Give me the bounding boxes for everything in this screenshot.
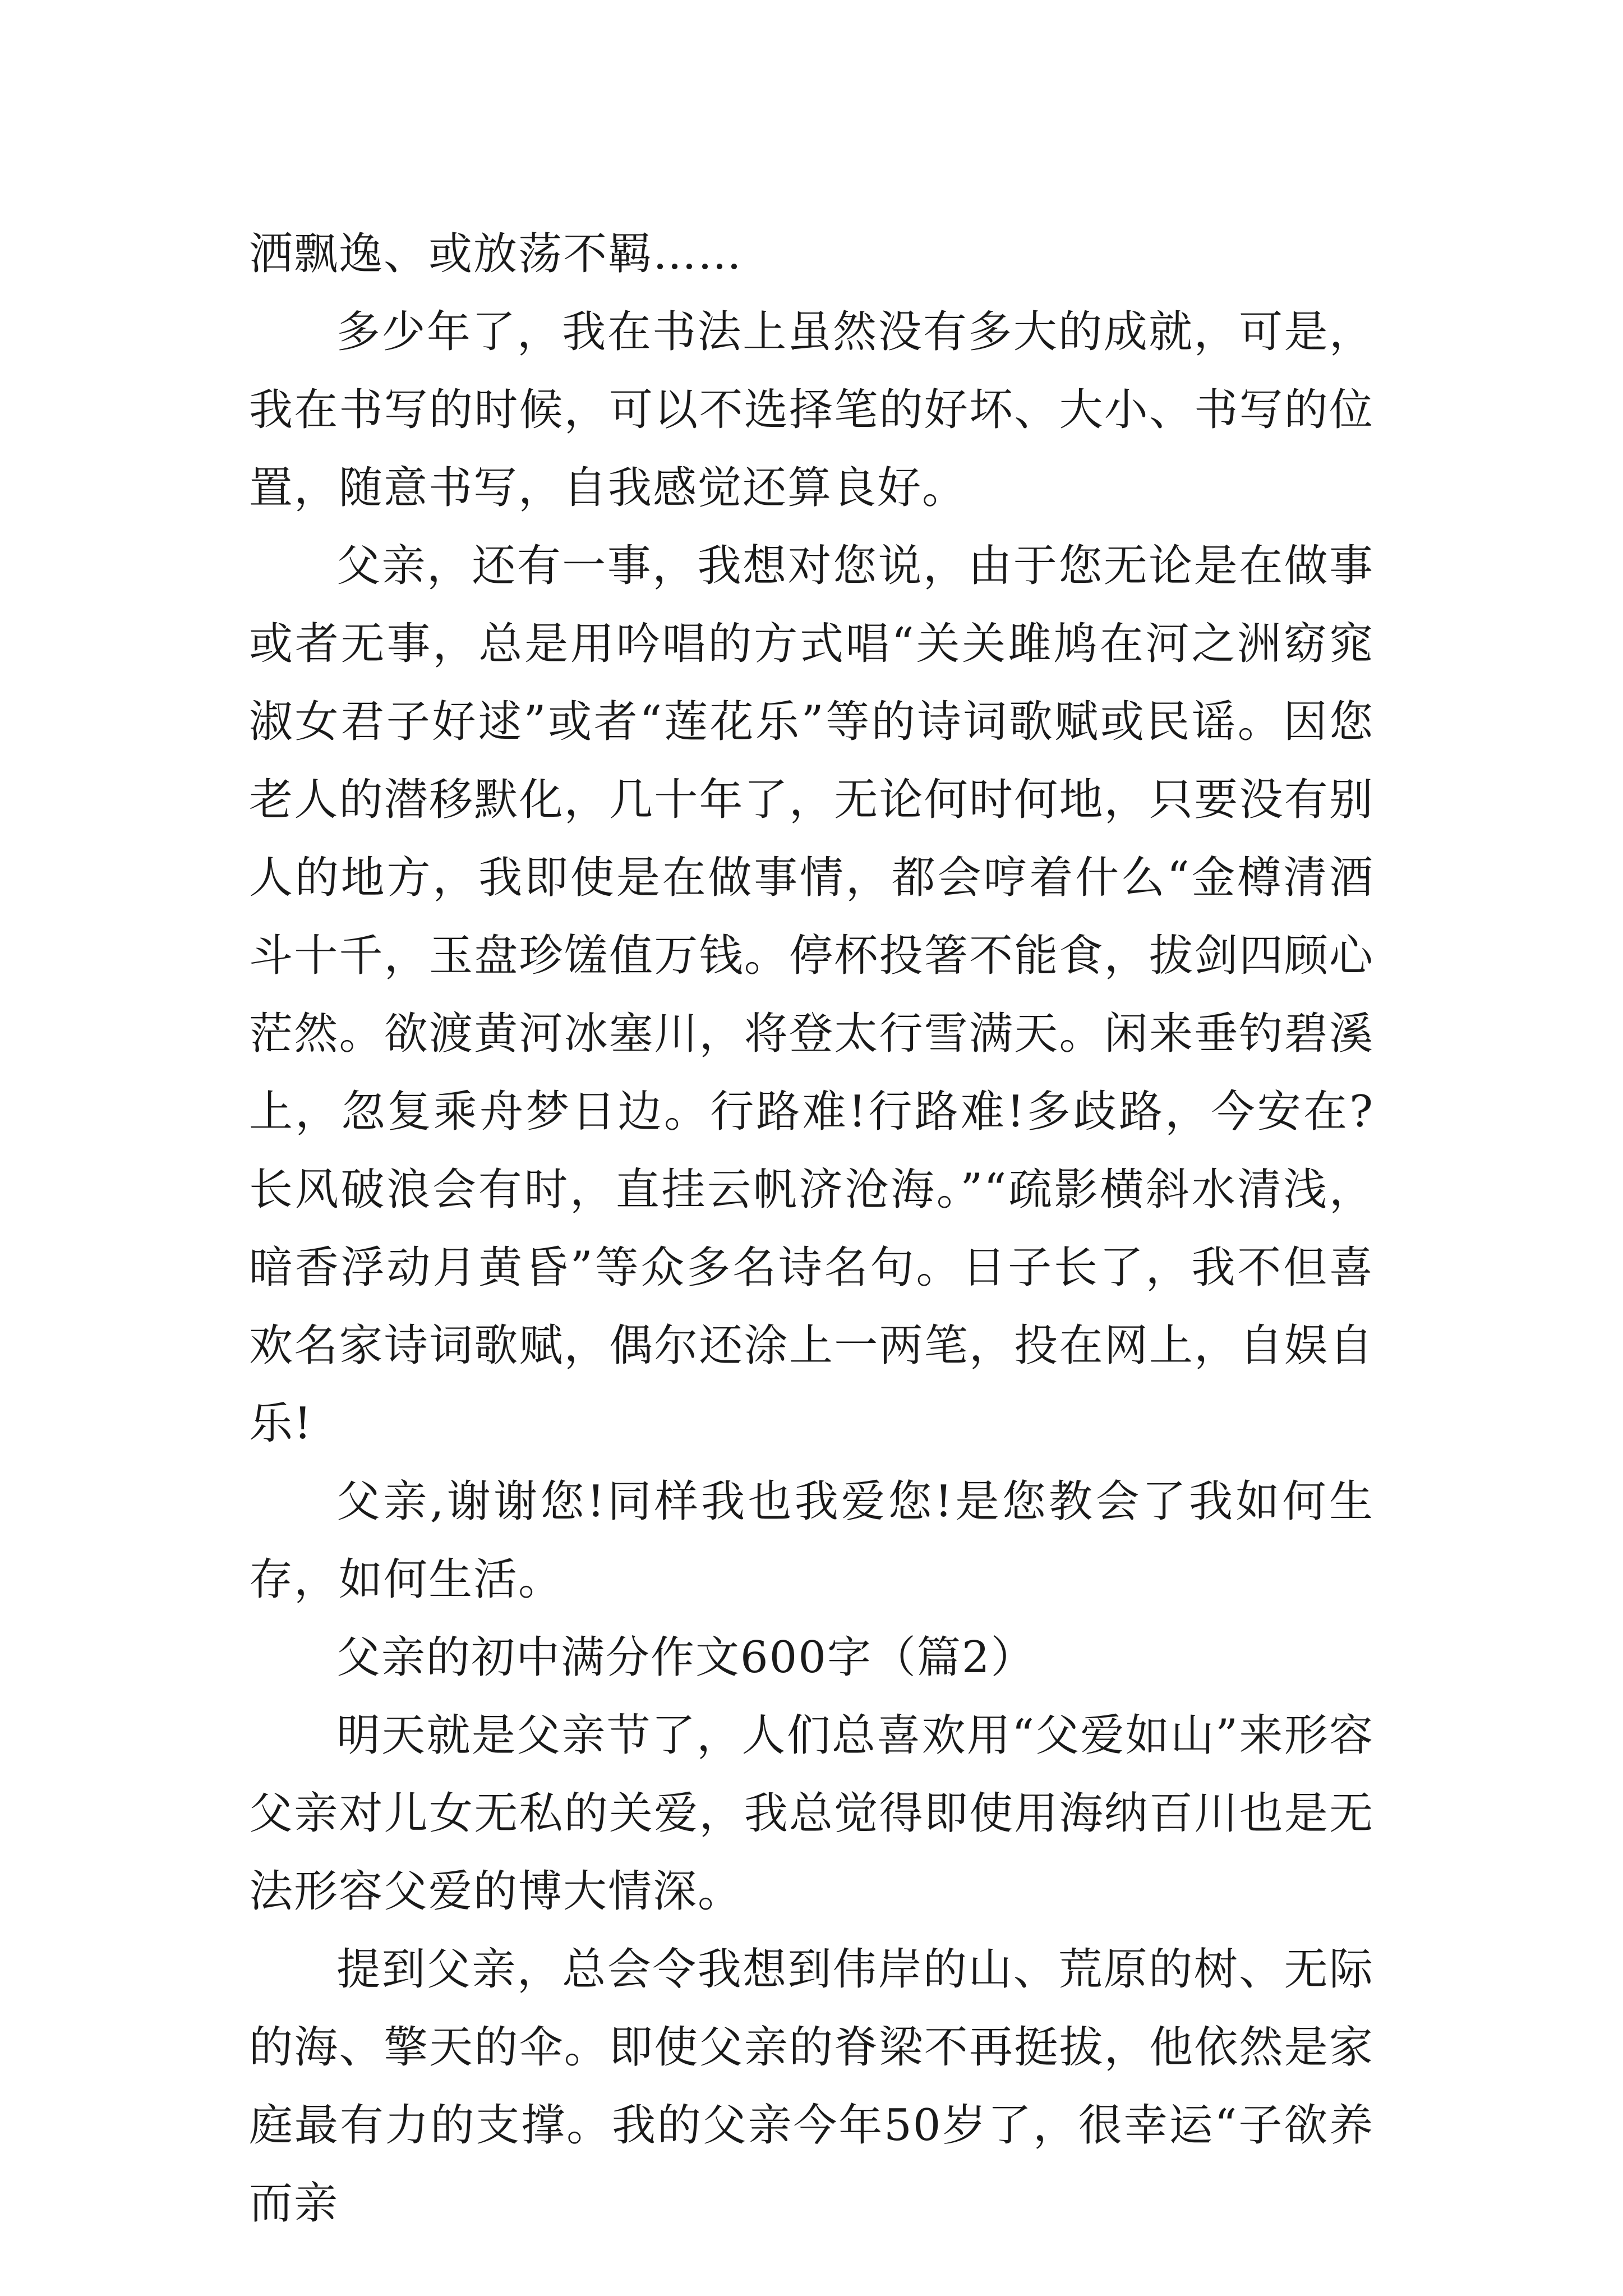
paragraph-2: 多少年了，我在书法上虽然没有多大的成就，可是，我在书写的时候，可以不选择笔的好坏、大小、书写的位置，随意书写，自我感觉还算良好。 — [249, 307, 1374, 513]
paragraph-1: 洒飘逸、或放荡不羁…… — [249, 229, 743, 279]
document-body — [249, 215, 1374, 2243]
paragraph-4: 父亲,谢谢您!同样我也我爱您!是您教会了我如何生存，如何生活。 — [249, 1476, 1374, 1605]
paragraph-6: 提到父亲，总会令我想到伟岸的山、荒原的树、无际的海、擎天的伞。即使父亲的脊梁不再挺拔，他依然是家庭最有力的支撑。我的父亲今年50岁了，很幸运“子欲养而亲 — [249, 1944, 1374, 2229]
paragraph-5: 明天就是父亲节了，人们总喜欢用“父爱如山”来形容父亲对儿女无私的关爱，我总觉得即使用海纳百川也是无法形容父爱的博大情深。 — [249, 1710, 1374, 1917]
paragraph-3: 父亲，还有一事，我想对您说，由于您无论是在做事或者无事，总是用吟唱的方式唱“关关雎鸠在河之洲窈窕淑女君子好逑”或者“莲花乐”等的诗词歌赋或民谣。因您老人的潜移默化，几十年了，无论何时何地，只要没有别人的地方，我即使是在做事情，都会哼着什么“金樽清酒斗十千，玉盘珍馐值万钱。停杯投箸不能食，拔剑四顾心茫然。欲渡黄河冰塞川，将登太行雪满天。闲来垂钓碧溪上，忽复乘舟梦日边。行路难!行路难!多歧路，今安在?长风破浪会有时，直挂云帆济沧海。”“疏影横斜水清浅，暗香浮动月黄昏”等众多名诗名句。日子长了，我不但喜欢名家诗词歌赋，偶尔还涂上一两笔，投在网上，自娱自乐! — [249, 541, 1374, 1449]
section-heading: 父亲的初中满分作文600字（篇2） — [336, 1632, 1036, 1683]
